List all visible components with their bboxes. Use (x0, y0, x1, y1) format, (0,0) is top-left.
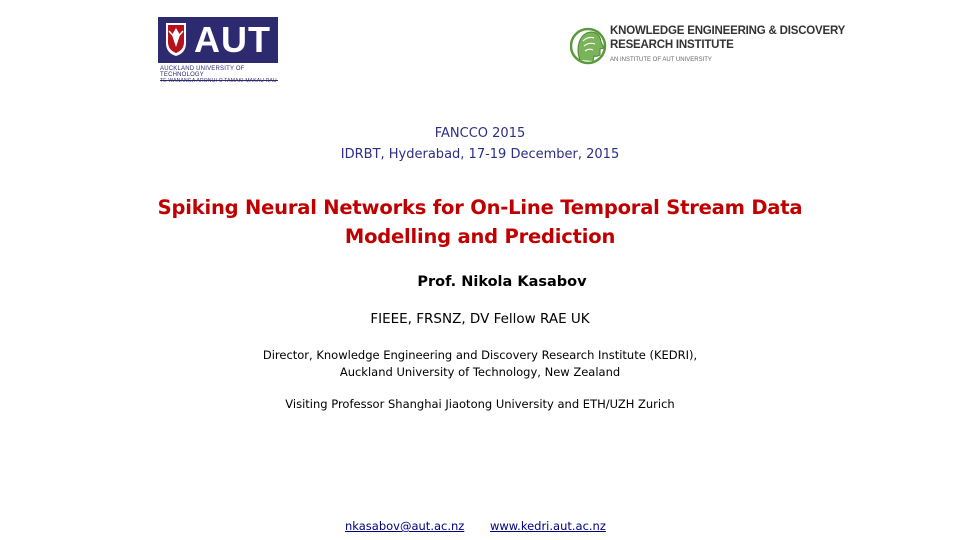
speaker-affiliation (0, 347, 960, 381)
website-link[interactable]: www.kedri.aut.ac.nz (490, 519, 606, 533)
aut-crest-icon (164, 21, 188, 57)
speaker-name: Prof. Nikola Kasabov (417, 274, 587, 290)
talk-title-line-1: Spiking Neural Networks for On-Line Temporal Stream Data (157, 196, 803, 219)
talk-title-line-2: Modelling and Prediction (344, 225, 616, 248)
aut-logo-letters: AUT (194, 19, 271, 60)
visiting-positions: Visiting Professor Shanghai Jiaotong University and ETH/UZH Zurich (285, 397, 675, 411)
kedri-head-icon (570, 24, 610, 68)
kedri-logo (570, 22, 846, 72)
speaker-credentials: FIEEE, FRSNZ, DV Fellow RAE UK (370, 311, 590, 327)
aut-logo-box (158, 17, 278, 63)
aut-logo-maori-subtitle: TE WANANGA ARONUI O TAMAKI MAKAU RAU (160, 78, 277, 84)
affiliation-line-2: Auckland University of Technology, New Zealand (339, 365, 621, 379)
conference-name: FANCCO 2015 (434, 126, 526, 141)
kedri-logo-line-2: RESEARCH INSTITUTE (610, 39, 734, 51)
aut-logo (158, 17, 278, 87)
kedri-logo-line-1: KNOWLEDGE ENGINEERING & DISCOVERY (610, 25, 846, 37)
affiliation-line-1: Director, Knowledge Engineering and Discovery Research Institute (KEDRI), (262, 348, 698, 362)
talk-title (0, 193, 960, 251)
email-link[interactable]: nkasabov@aut.ac.nz (345, 519, 465, 533)
kedri-logo-tagline: AN INSTITUTE OF AUT UNIVERSITY (610, 57, 712, 63)
aut-logo-subtitle: AUCKLAND UNIVERSITY OF TECHNOLOGY (160, 66, 278, 81)
conference-venue: IDRBT, Hyderabad, 17-19 December, 2015 (340, 147, 620, 162)
